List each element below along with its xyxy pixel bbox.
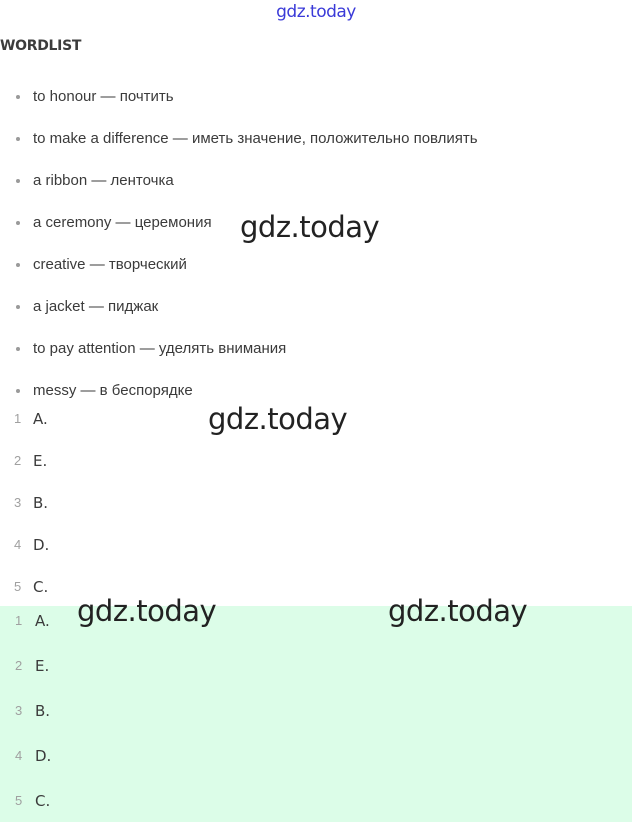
page-title: WORDLIST: [0, 38, 82, 54]
answer-letter: C.: [35, 792, 51, 810]
answer-letter: D.: [35, 747, 52, 765]
answer-letter: A.: [33, 410, 48, 428]
bullet-icon: [16, 305, 20, 309]
watermark: gdz.today: [388, 594, 528, 628]
watermark: gdz.today: [77, 594, 217, 628]
answer-number: 2: [15, 658, 23, 673]
answer-letter: D.: [33, 536, 50, 554]
list-item: [0, 85, 632, 127]
bullet-icon: [16, 137, 20, 141]
bullet-icon: [16, 221, 20, 225]
answer-letter: E.: [35, 657, 50, 675]
answer-number: 5: [14, 579, 22, 594]
answer-item: [0, 657, 632, 702]
bullet-icon: [16, 179, 20, 183]
answer-list-highlighted: [0, 612, 632, 837]
answer-letter: C.: [33, 578, 49, 596]
bullet-icon: [16, 263, 20, 267]
watermark: gdz.today: [240, 210, 380, 244]
answer-letter: B.: [35, 702, 51, 720]
wordlist: [0, 85, 632, 421]
word-entry: a jacket — пиджак: [33, 298, 159, 315]
word-entry: a ceremony — церемония: [33, 214, 212, 231]
answer-number: 4: [14, 537, 22, 552]
answer-letter: A.: [35, 612, 50, 630]
answer-item: [0, 536, 632, 578]
answer-number: 1: [14, 411, 22, 426]
answer-number: 2: [14, 453, 22, 468]
list-item: [0, 169, 632, 211]
bullet-icon: [16, 389, 20, 393]
list-item: [0, 337, 632, 379]
answer-item: [0, 702, 632, 747]
site-logo[interactable]: gdz.today: [276, 2, 356, 22]
answer-number: 4: [15, 748, 23, 763]
watermark: gdz.today: [208, 402, 348, 436]
answer-letter: B.: [33, 494, 49, 512]
word-entry: to pay attention — уделять внимания: [33, 340, 287, 357]
answer-letter: E.: [33, 452, 48, 470]
bullet-icon: [16, 347, 20, 351]
word-entry: creative — творческий: [33, 256, 187, 273]
answer-list: [0, 410, 632, 620]
word-entry: a ribbon — ленточка: [33, 172, 174, 189]
answer-item: [0, 452, 632, 494]
word-entry: messy — в беспорядке: [33, 382, 193, 399]
answer-number: 5: [15, 793, 23, 808]
bullet-icon: [16, 95, 20, 99]
answer-item: [0, 494, 632, 536]
word-entry: to honour — почтить: [33, 88, 174, 105]
list-item: [0, 127, 632, 169]
list-item: [0, 295, 632, 337]
answer-item: [0, 792, 632, 837]
answer-number: 1: [15, 613, 23, 628]
list-item: [0, 253, 632, 295]
answer-item: [0, 747, 632, 792]
word-entry: to make a difference — иметь значение, положительно повлиять: [33, 130, 478, 147]
answer-number: 3: [15, 703, 23, 718]
answer-number: 3: [14, 495, 22, 510]
